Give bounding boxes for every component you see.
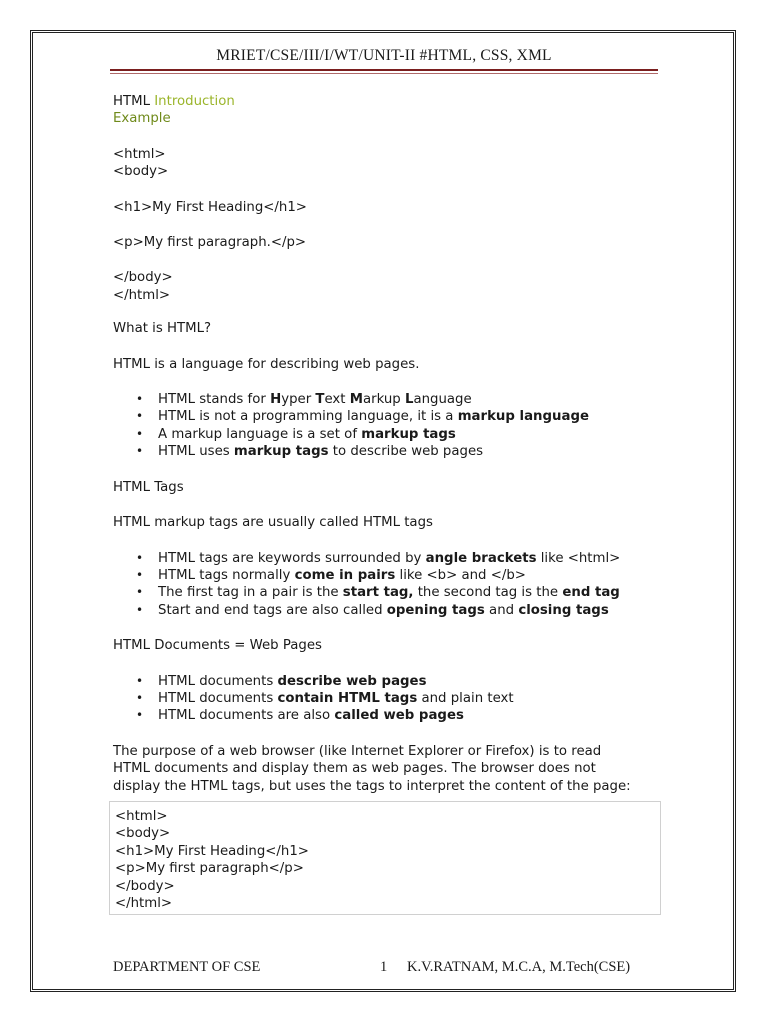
code-line: </html> bbox=[113, 287, 171, 303]
section-heading: HTML Documents = Web Pages bbox=[113, 638, 322, 654]
code-line: <h1>My First Heading</h1> bbox=[115, 843, 309, 859]
code-line: <html> bbox=[115, 809, 168, 824]
page-number: 1 bbox=[380, 959, 388, 975]
list-item: • HTML tags normally come in pairs like <b> and </b> bbox=[158, 567, 673, 584]
section-heading: What is HTML? bbox=[113, 321, 212, 337]
footer-department: DEPARTMENT OF CSE bbox=[113, 959, 261, 975]
header-rule-thin bbox=[110, 73, 658, 74]
bullet-list bbox=[113, 391, 673, 461]
paragraph: HTML is a language for describing web pages. bbox=[113, 356, 420, 372]
footer-author: K.V.RATNAM, M.C.A, M.Tech(CSE) bbox=[407, 959, 631, 975]
paragraph-line: HTML documents and display them as web pages. The browser does not bbox=[113, 761, 596, 777]
header-rule bbox=[110, 69, 658, 71]
code-box bbox=[109, 801, 661, 915]
code-line: </body> bbox=[115, 878, 175, 894]
list-item: • The first tag in a pair is the start tag, the second tag is the end tag bbox=[158, 584, 673, 601]
list-item: • HTML stands for Hyper Text Markup Language bbox=[158, 391, 673, 408]
list-item: • HTML documents describe web pages bbox=[158, 673, 673, 690]
section-heading: HTML Tags bbox=[113, 479, 184, 495]
document-body bbox=[113, 93, 673, 795]
list-item: • HTML documents are also called web pages bbox=[158, 707, 673, 724]
code-line: </html> bbox=[115, 896, 173, 912]
code-line: <h1>My First Heading</h1> bbox=[113, 199, 307, 215]
intro-html: HTML bbox=[113, 94, 151, 109]
paragraph-line: The purpose of a web browser (like Internet Explorer or Firefox) is to read bbox=[113, 743, 602, 759]
list-item: • HTML is not a programming language, it is a markup language bbox=[158, 408, 673, 425]
paragraph-line: display the HTML tags, but uses the tags to interpret the content of the page: bbox=[113, 778, 631, 794]
code-line: <html> bbox=[113, 146, 166, 162]
list-item: • HTML tags are keywords surrounded by angle brackets like <html> bbox=[158, 550, 673, 567]
code-line: <p>My first paragraph.</p> bbox=[113, 235, 307, 251]
paragraph: HTML markup tags are usually called HTML tags bbox=[113, 515, 433, 531]
list-item: • A markup language is a set of markup tags bbox=[158, 426, 673, 443]
code-line: </body> bbox=[113, 270, 173, 286]
page-header: MRIET/CSE/III/I/WT/UNIT-II #HTML, CSS, XML bbox=[216, 47, 552, 64]
code-line: <p>My first paragraph</p> bbox=[115, 861, 304, 877]
code-line: <body> bbox=[113, 164, 169, 180]
intro-introduction: Introduction bbox=[154, 94, 235, 109]
list-item: • Start and end tags are also called opening tags and closing tags bbox=[158, 602, 673, 619]
list-item: • HTML documents contain HTML tags and plain text bbox=[158, 690, 673, 707]
bullet-list bbox=[113, 550, 673, 620]
list-item: • HTML uses markup tags to describe web pages bbox=[158, 443, 673, 460]
intro-example: Example bbox=[113, 111, 171, 127]
code-line: <body> bbox=[115, 826, 171, 842]
intro-title bbox=[113, 93, 673, 110]
bullet-list bbox=[113, 673, 673, 725]
